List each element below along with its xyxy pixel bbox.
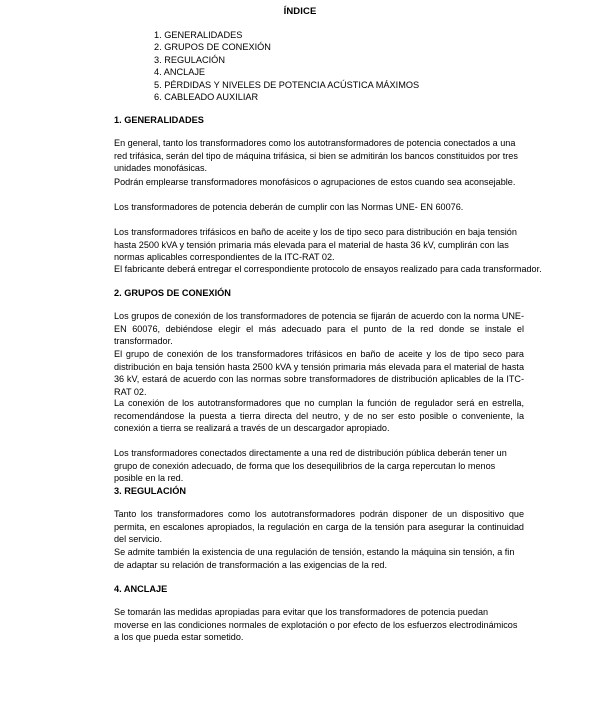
toc-item-cableado-auxiliar: 6. CABLEADO AUXILIAR [154,92,259,103]
toc-item-generalidades: 1. GENERALIDADES [154,30,243,40]
paragraph: Los transformadores conectados directamente a una red de distribución pública deberán tener un grupo de conexión adecuado, de forma que los desequilibrios de la carga repercutan lo menos posible en la red. [114,448,507,484]
paragraph: Los transformadores de potencia deberán de cumplir con las Normas UNE- EN 60076. [114,202,464,212]
paragraph: Se admite también la existencia de una regulación de tensión, estando la máquina sin tensión, a fin de adaptar su relación de transformación a las exigencias de la red. [114,547,515,570]
paragraph: Tanto los transformadores como los autotransformadores podrán disponer de un dispositivo que permita, en escalones apropiados, la regulación en carga de la tensión para asegurar la continuidad del servicio. [114,509,524,545]
section-heading-grupos-de-conexion: 2. GRUPOS DE CONEXIÓN [114,288,231,298]
paragraph: Los transformadores trifásicos en baño de aceite y los de tipo seco para distribución en baja tensión hasta 2500 kVA y tensión primaria más elevada para el material de hasta 36 kV, cumplirán con las normas aplicables correspondientes de la ITC-RAT 02. [114,227,517,263]
toc-item-anclaje: 4. ANCLAJE [154,67,206,78]
toc-item-perdidas: 5. PÉRDIDAS Y NIVELES DE POTENCIA ACÚSTICA MÁXIMOS [154,79,420,90]
section-heading-anclaje: 4. ANCLAJE [114,584,168,594]
section-heading-generalidades: 1. GENERALIDADES [114,115,204,125]
paragraph: El fabricante deberá entregar el correspondiente protocolo de ensayos realizado para cada transformador. [114,264,542,274]
page-title: ÍNDICE [283,6,317,17]
section-heading-regulacion: 3. REGULACIÓN [114,486,186,496]
paragraph: Se tomarán las medidas apropiadas para evitar que los transformadores de potencia puedan moverse en las condiciones normales de explotación o por efecto de los esfuerzos electrodinámicos a los que pueda estar sometido. [114,607,518,643]
paragraph: El grupo de conexión de los transformadores trifásicos en baño de aceite y los de tipo seco para distribución en baja tensión hasta 2500 kVA y tensión primaria más elevada para el material de hasta 36 kV, estará de acuerdo con las normas sobre transformadores de distribución aplicables de la ITC-RAT 02. [114,349,524,397]
paragraph: Los grupos de conexión de los transformadores de potencia se fijarán de acuerdo con la norma UNE-EN 60076, debiéndose elegir el más adecuado para el punto de la red donde se instale el transformador. [114,311,524,347]
toc-item-regulacion: 3. REGULACIÓN [154,54,225,65]
table-of-contents [154,29,419,103]
paragraph: Podrán emplearse transformadores monofásicos o agrupaciones de estos cuando sea aconsejable. [114,177,516,187]
paragraph: La conexión de los autotransformadores que no cumplan la función de regulador será en estrella, recomendándose la puesta a tierra directa del neutro, y de no ser esto posible o conveniente, la conexión a tierra se realizará a través de un descargador apropiado. [114,398,524,434]
paragraph: En general, tanto los transformadores como los autotransformadores de potencia conectados a una red trifásica, serán del tipo de máquina trifásica, si bien se admitirán los bancos constituidos por tres unidades monofásicas. [114,138,518,174]
toc-item-grupos-de-conexion: 2. GRUPOS DE CONEXIÓN [154,42,271,53]
